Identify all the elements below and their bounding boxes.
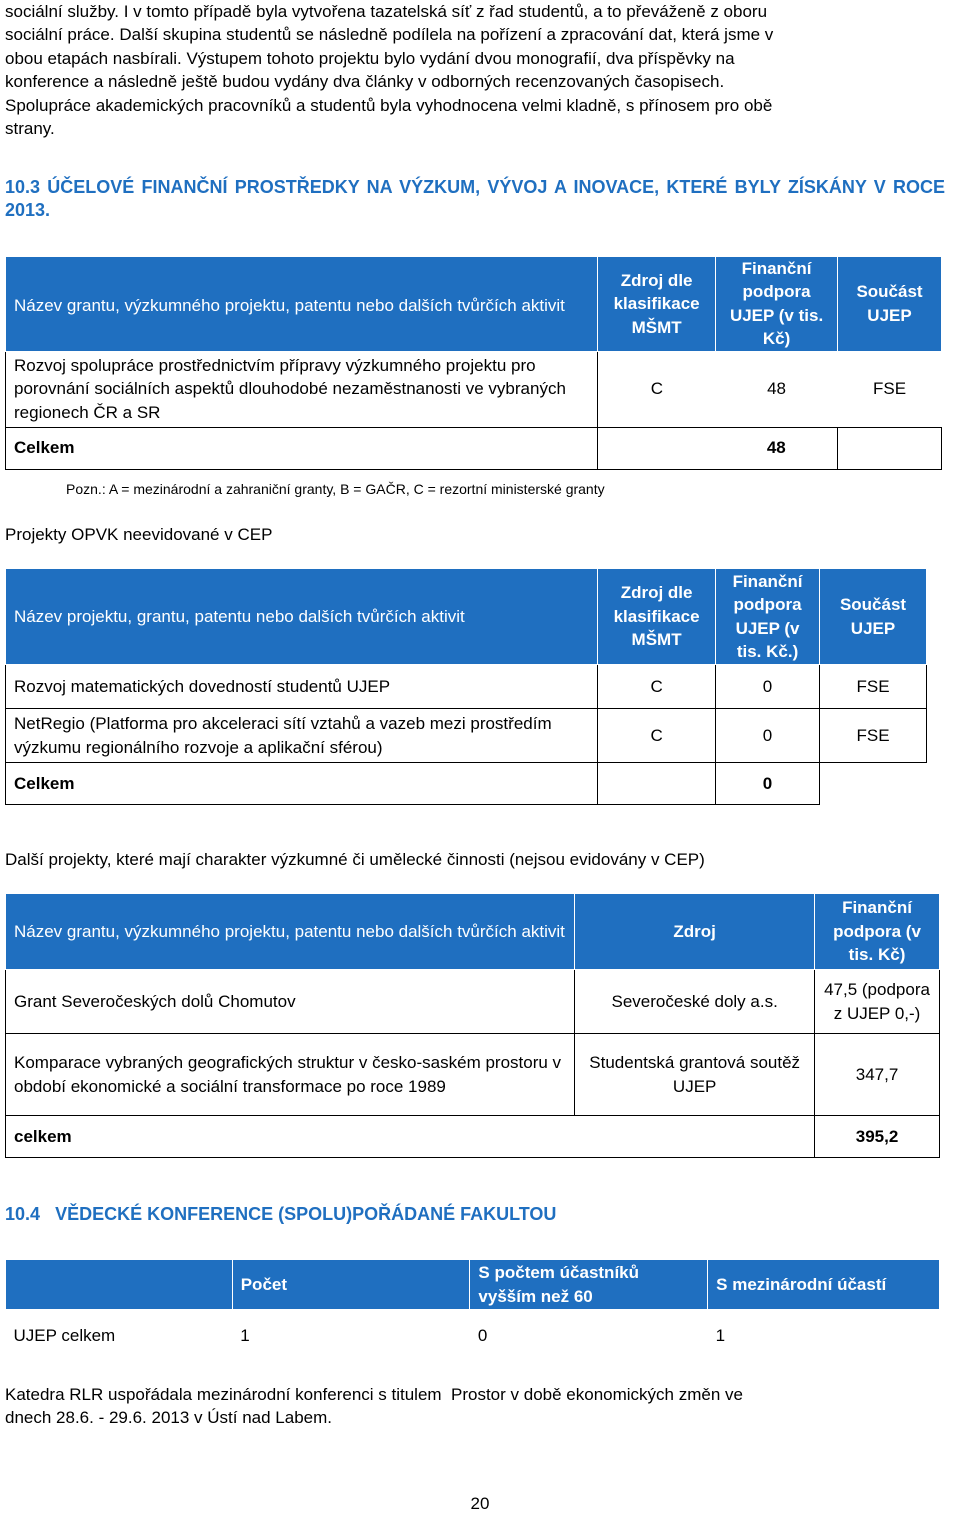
- header-support: Finanční podpora (v tis. Kč): [815, 894, 940, 970]
- row-name: Komparace vybraných geografických struktur v česko-saském prostoru v období ekonomické a sociální transformace po roce 1989: [6, 1034, 575, 1116]
- header-name: Název grantu, výzkumného projektu, patentu nebo dalších tvůrčích aktivit: [6, 257, 598, 352]
- row-international: 1: [715, 1326, 726, 1346]
- header-international: S mezinárodní účastí: [708, 1260, 940, 1310]
- intro-paragraph: [5, 0, 945, 140]
- intro-line: sociální práce. Další skupina studentů se následně podílela na pořízení a zpracování dat, která jsme v: [5, 25, 774, 45]
- table-note: [66, 480, 605, 498]
- row-count: 1: [240, 1326, 250, 1346]
- header-source: Zdroj: [575, 894, 815, 970]
- table-row: [6, 351, 942, 427]
- table-row: [6, 1310, 940, 1362]
- header-over60: S počtem účastníků vyšším než 60: [470, 1260, 708, 1310]
- total-value: 0: [716, 763, 820, 805]
- header-unit: Součást UJEP: [820, 569, 927, 665]
- note-prefix: Pozn.: [66, 481, 102, 497]
- intro-line: obou etapách nasbírali. Výstupem tohoto projektu bylo vydání dvou monografií, dva příspěvky na: [5, 48, 735, 68]
- row-source: C: [650, 379, 663, 399]
- total-row: [6, 1116, 940, 1158]
- other-projects-table: [5, 893, 940, 1158]
- closing-paragraph: [5, 1383, 945, 1430]
- table-row: [6, 970, 940, 1034]
- header-blank: [6, 1260, 233, 1310]
- table-row: [6, 1034, 940, 1116]
- header-name: Název projektu, grantu, patentu nebo dalších tvůrčích aktivit: [6, 569, 598, 665]
- intro-line: konference a následně ještě budou vydány dva články v odborných recenzovaných časopisech.: [5, 72, 725, 92]
- row-support: 0: [716, 665, 820, 709]
- total-row: [6, 427, 942, 469]
- row-unit: FSE: [820, 665, 927, 709]
- total-value: 48: [716, 427, 838, 469]
- row-name: Rozvoj spolupráce prostřednictvím přípravy výzkumného projektu pro porovnání sociálních aspektů dlouhodobé nezaměstnanosti ve vybraných regionech ČR a SR: [6, 351, 598, 427]
- header-source: Zdroj dle klasifikace MŠMT: [598, 257, 716, 352]
- row-support: 47,5 (podpora z UJEP 0,-): [815, 970, 940, 1034]
- row-support: 0: [716, 709, 820, 763]
- row-support: 347,7: [815, 1034, 940, 1116]
- grants-table: [5, 256, 942, 470]
- conferences-table: [5, 1259, 940, 1362]
- section-number: 10.3: [5, 177, 41, 197]
- intro-line: Spolupráce akademických pracovníků a studentů byla vyhodnocena velmi kladně, s přínosem pro obě: [5, 95, 773, 115]
- table-row: [6, 665, 927, 709]
- row-over60: 0: [477, 1326, 488, 1346]
- section-10-3-heading: [5, 176, 945, 223]
- closing-line: dnech 28.6. - 29.6. 2013 v Ústí nad Labem.: [5, 1408, 332, 1428]
- opvk-title: Projekty OPVK neevidované v CEP: [5, 525, 273, 544]
- row-source: C: [598, 709, 716, 763]
- header-name: Název grantu, výzkumného projektu, patentu nebo dalších tvůrčích aktivit: [6, 894, 575, 970]
- closing-line: Katedra RLR uspořádala mezinárodní konferenci s titulem Prostor v době ekonomických změn ve: [5, 1385, 743, 1404]
- section-title: ÚČELOVÉ FINANČNÍ PROSTŘEDKY NA VÝZKUM, VÝVOJ A INOVACE, KTERÉ BYLY ZÍSKÁNY V ROCE 2013.: [5, 177, 945, 221]
- section-title: VĚDECKÉ KONFERENCE (SPOLU)POŘÁDANÉ FAKULTOU: [55, 1204, 557, 1224]
- row-name: Grant Severočeských dolů Chomutov: [6, 970, 575, 1034]
- header-count: Počet: [232, 1260, 470, 1310]
- note-text: : A = mezinárodní a zahraniční granty, B = GAČR, C = rezortní ministerské granty: [101, 481, 605, 497]
- header-source: Zdroj dle klasifikace MŠMT: [598, 569, 716, 665]
- intro-line: sociální služby. I v tomto případě byla vytvořena tazatelská síť z řad studentů, a to převáženě z oboru: [5, 2, 768, 21]
- table-row: [6, 709, 927, 763]
- total-row: [6, 763, 927, 805]
- header-support: Finanční podpora UJEP (v tis. Kč): [716, 257, 838, 352]
- opvk-table: [5, 568, 927, 805]
- total-label: celkem: [6, 1116, 575, 1158]
- total-label: Celkem: [6, 427, 598, 469]
- row-label: UJEP celkem: [13, 1326, 116, 1346]
- row-source: C: [598, 665, 716, 709]
- section-10-4-heading: [5, 1203, 945, 1226]
- row-unit: FSE: [872, 379, 907, 399]
- header-support: Finanční podpora UJEP (v tis. Kč.): [716, 569, 820, 665]
- section-number: 10.4: [5, 1204, 41, 1224]
- row-source: Severočeské doly a.s.: [575, 970, 815, 1034]
- total-label: Celkem: [6, 763, 598, 805]
- row-support: 48: [767, 379, 787, 399]
- row-source: Studentská grantová soutěž UJEP: [575, 1034, 815, 1116]
- row-unit: FSE: [820, 709, 927, 763]
- row-name: NetRegio (Platforma pro akceleraci sítí vztahů a vazeb mezi prostředím výzkumu regionálního rozvoje a aplikační sférou): [6, 709, 598, 763]
- other-projects-title: Další projekty, které mají charakter výzkumné či umělecké činnosti (nejsou evidovány v CEP): [5, 850, 705, 869]
- intro-line: strany.: [5, 119, 55, 139]
- row-name: Rozvoj matematických dovedností studentů UJEP: [6, 665, 598, 709]
- total-value: 395,2: [815, 1116, 940, 1158]
- page-number: 20: [470, 1494, 490, 1513]
- header-unit: Součást UJEP: [838, 257, 942, 352]
